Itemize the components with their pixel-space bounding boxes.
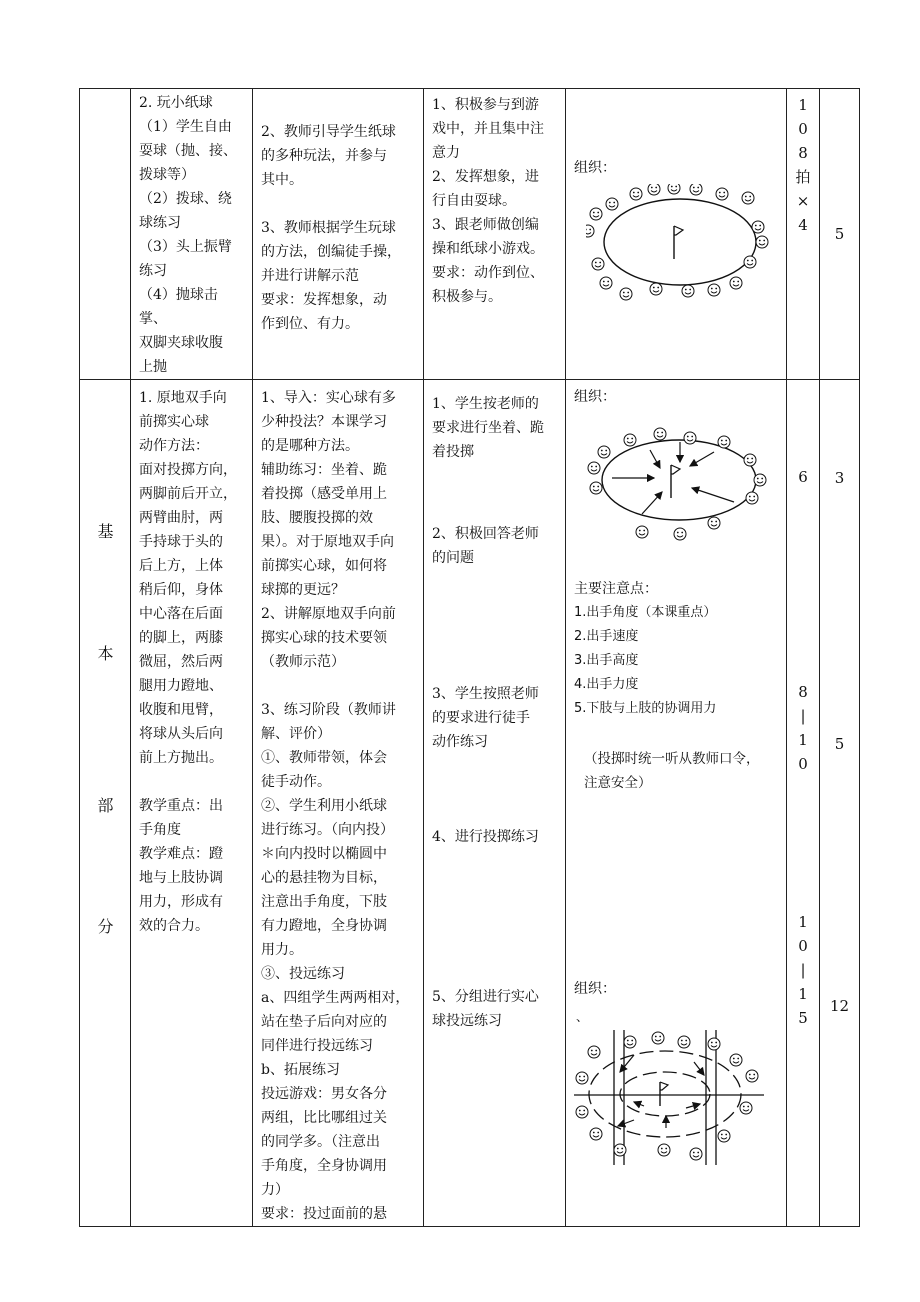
text-line: （1）学生自由 bbox=[139, 119, 232, 135]
minutes-value: 5 bbox=[834, 225, 845, 243]
note-item: 3.出手高度 bbox=[574, 653, 639, 668]
student-face-icon bbox=[630, 188, 642, 200]
note-item: 1.出手角度（本课重点） bbox=[574, 605, 717, 620]
student-face-icon bbox=[744, 256, 756, 268]
student-face-icon bbox=[746, 1070, 758, 1082]
text-line: 力） bbox=[261, 1182, 289, 1198]
text-line: 动作练习 bbox=[432, 734, 488, 750]
student-face-icon bbox=[668, 184, 680, 194]
student-face-icon bbox=[690, 184, 702, 195]
organization-label: 组织： bbox=[574, 389, 616, 405]
text-line: b、拓展练习 bbox=[261, 1062, 340, 1078]
text-line: ①、教师带领，体会 bbox=[261, 750, 387, 766]
text-line: 要求：投过面前的悬 bbox=[261, 1206, 387, 1222]
student-face-icon bbox=[756, 236, 768, 248]
student-face-icon bbox=[678, 1036, 690, 1048]
student-face-icon bbox=[744, 454, 756, 466]
table-row bbox=[80, 89, 860, 380]
text-line: a、四组学生两两相对， bbox=[261, 990, 410, 1006]
student-face-icon bbox=[708, 284, 720, 296]
student-face-icon bbox=[716, 188, 728, 200]
text-line: 的脚上，两膝 bbox=[139, 630, 223, 646]
text-line: 肢、腰腹投掷的效 bbox=[261, 510, 373, 526]
text-line: 操和纸球小游戏。 bbox=[432, 241, 544, 257]
text-line: 要求：发挥想象，动 bbox=[261, 292, 387, 308]
times-char: 0 bbox=[798, 755, 808, 773]
times-char: 1 bbox=[798, 985, 808, 1003]
text-line: 4、进行投掷练习 bbox=[432, 829, 539, 845]
student-face-icon bbox=[718, 436, 730, 448]
text-line: 稍后仰，身体 bbox=[139, 582, 223, 598]
student-face-icon bbox=[690, 1148, 702, 1160]
student-face-icon bbox=[588, 462, 600, 474]
text-line: 地与上肢协调 bbox=[139, 870, 223, 886]
text-line: 前掷实心球 bbox=[139, 414, 209, 430]
times-char: 0 bbox=[798, 937, 808, 955]
student-face-icon bbox=[592, 258, 604, 270]
times-char: 1 bbox=[798, 913, 808, 931]
organization-diagram-groups bbox=[574, 1020, 774, 1170]
text-line: 2、讲解原地双手向前 bbox=[261, 606, 396, 622]
section-cell bbox=[80, 380, 131, 1227]
times-char: | bbox=[800, 961, 806, 979]
text-line: 收腹和甩臂， bbox=[139, 702, 223, 718]
organization-label: 组织： bbox=[574, 981, 616, 997]
text-line: 1、导入：实心球有多 bbox=[261, 390, 396, 406]
section-char: 基 bbox=[97, 522, 114, 541]
times-value: 6 bbox=[798, 468, 808, 486]
text-line bbox=[261, 674, 415, 698]
times-char: × bbox=[796, 192, 810, 210]
text-line: 着投掷 bbox=[432, 444, 474, 460]
times-char: 1 bbox=[798, 731, 808, 749]
text-line: 2、教师引导学生纸球 bbox=[261, 124, 396, 140]
student-face-icon bbox=[590, 1128, 602, 1140]
student-face-icon bbox=[598, 446, 610, 458]
text-line: 戏中，并且集中注 bbox=[432, 121, 544, 137]
text-line: 3、教师根据学生玩球 bbox=[261, 220, 396, 236]
student-face-icon bbox=[754, 474, 766, 486]
text-line: 掷实心球的技术要领 bbox=[261, 630, 387, 646]
text-line: 两组，比比哪组过关 bbox=[261, 1110, 387, 1126]
organization-label: 组织： bbox=[574, 160, 616, 176]
text-line: 解、评价） bbox=[261, 726, 331, 742]
text-line: 注意安全） bbox=[584, 775, 652, 791]
text-line: 教学难点：蹬 bbox=[139, 846, 223, 862]
note-item: 4.出手力度 bbox=[574, 677, 639, 692]
student-face-icon bbox=[576, 1072, 588, 1084]
text-line: 作到位、有力。 bbox=[261, 316, 359, 332]
text-line: 中心落在后面 bbox=[139, 606, 223, 622]
text-line: 要求进行坐着、跪 bbox=[432, 420, 544, 436]
text-line: 双脚夹球收腹 bbox=[139, 335, 223, 351]
text-line: 其中。 bbox=[261, 172, 303, 188]
text-line: 进行练习。（向内投） bbox=[261, 822, 394, 838]
section-char: 本 bbox=[97, 644, 114, 663]
student-face-icon bbox=[730, 277, 742, 289]
times-char: 拍 bbox=[795, 168, 811, 186]
minutes-cell bbox=[820, 89, 860, 380]
times-char: | bbox=[800, 707, 806, 725]
text-line: （2）拨球、绕 bbox=[139, 191, 232, 207]
times-char: 1 bbox=[798, 96, 808, 114]
student-face-icon bbox=[576, 1106, 588, 1118]
text-line: 并进行讲解示范 bbox=[261, 268, 359, 284]
section-char: 分 bbox=[97, 917, 114, 936]
note-item: 5.下肢与上肢的协调用力 bbox=[574, 701, 717, 716]
student-face-icon bbox=[624, 1036, 636, 1048]
text-line: 的是哪种方法。 bbox=[261, 438, 359, 454]
text-line: 3、练习阶段（教师讲 bbox=[261, 702, 396, 718]
student-face-icon bbox=[682, 285, 694, 297]
text-line: 后上方，上体 bbox=[139, 558, 223, 574]
text-line: 注意出手角度，下肢 bbox=[261, 894, 387, 910]
text-line: 2. 玩小纸球 bbox=[139, 95, 213, 111]
organization-cell bbox=[566, 380, 787, 1227]
text-line: ③、投远练习 bbox=[261, 966, 345, 982]
text-line: 着投掷（感受单用上 bbox=[261, 486, 387, 502]
student-activity-cell bbox=[424, 89, 566, 380]
text-line: 的问题 bbox=[432, 550, 474, 566]
text-line: 手角度，全身协调用 bbox=[261, 1158, 387, 1174]
text-line: ＊向内投时以椭圆中 bbox=[261, 846, 387, 862]
student-face-icon bbox=[614, 1144, 626, 1156]
text-line: （教师示范） bbox=[261, 654, 345, 670]
text-line: 的同学多。（注意出 bbox=[261, 1134, 380, 1150]
student-face-icon bbox=[654, 428, 666, 440]
text-line: 2、积极回答老师 bbox=[432, 526, 539, 542]
text-line: 的方法，创编徒手操， bbox=[261, 244, 401, 260]
text-line: 的多种玩法，并参与 bbox=[261, 148, 387, 164]
text-line: ②、学生利用小纸球 bbox=[261, 798, 387, 814]
student-face-icon bbox=[658, 1144, 670, 1156]
student-face-icon bbox=[746, 492, 758, 504]
notes-title: 主要注意点： bbox=[574, 581, 658, 597]
text-line: 腿用力蹬地、 bbox=[139, 678, 223, 694]
student-face-icon bbox=[718, 1130, 730, 1142]
teacher-activity-cell bbox=[253, 89, 424, 380]
organization-cell bbox=[566, 89, 787, 380]
stray-mark: 、 bbox=[576, 1010, 589, 1024]
student-face-icon bbox=[590, 208, 602, 220]
organization-diagram-target bbox=[584, 420, 774, 545]
text-line: 1、积极参与到游 bbox=[432, 97, 539, 113]
minutes-value: 12 bbox=[829, 997, 850, 1015]
student-face-icon bbox=[590, 482, 602, 494]
text-line: 前上方抛出。 bbox=[139, 750, 223, 766]
student-face-icon bbox=[684, 432, 696, 444]
text-line: 球掷的更远？ bbox=[261, 582, 345, 598]
text-line: 两臂曲肘，两 bbox=[139, 510, 223, 526]
times-char: 8 bbox=[798, 683, 808, 701]
text-line: 徒手动作。 bbox=[261, 774, 331, 790]
student-face-icon bbox=[652, 1032, 664, 1044]
times-cell bbox=[787, 89, 820, 380]
text-line: 3、跟老师做创编 bbox=[432, 217, 539, 233]
student-face-icon bbox=[606, 198, 618, 210]
text-line: 动作方法： bbox=[139, 438, 209, 454]
text-line: 微屈，然后两 bbox=[139, 654, 223, 670]
times-char: 4 bbox=[798, 216, 808, 234]
student-activity-cell bbox=[424, 380, 566, 1227]
times-char: 8 bbox=[798, 144, 808, 162]
text-line: 意力 bbox=[432, 145, 460, 161]
text-line: 行自由耍球。 bbox=[432, 193, 516, 209]
minutes-value: 5 bbox=[834, 735, 845, 753]
text-line: 手角度 bbox=[139, 822, 181, 838]
section-char: 部 bbox=[97, 796, 114, 815]
text-line: 前掷实心球，如何将 bbox=[261, 558, 387, 574]
student-face-icon bbox=[708, 517, 720, 529]
text-line: 积极参与。 bbox=[432, 289, 502, 305]
text-line: 投远游戏：男女各分 bbox=[261, 1086, 387, 1102]
student-face-icon bbox=[708, 1038, 720, 1050]
times-cell bbox=[787, 380, 820, 1227]
times-char: 0 bbox=[798, 120, 808, 138]
text-line: 耍球（抛、接、 bbox=[139, 143, 237, 159]
text-line: 2、发挥想象，进 bbox=[432, 169, 539, 185]
student-face-icon bbox=[588, 1046, 600, 1058]
student-face-icon bbox=[674, 528, 686, 540]
table-row bbox=[80, 380, 860, 1227]
text-line bbox=[261, 192, 415, 216]
text-line: 少种投法？本课学习 bbox=[261, 414, 387, 430]
student-face-icon bbox=[650, 283, 662, 295]
text-line: 1. 原地双手向 bbox=[139, 390, 227, 406]
text-line: 手持球于头的 bbox=[139, 534, 223, 550]
text-line bbox=[261, 96, 415, 120]
lesson-plan-table bbox=[79, 88, 860, 1227]
student-face-icon bbox=[624, 434, 636, 446]
organization-diagram-circle bbox=[586, 184, 771, 309]
text-line: 用力，形成有 bbox=[139, 894, 223, 910]
teacher-activity-cell bbox=[253, 380, 424, 1227]
minutes-cell bbox=[820, 380, 860, 1227]
text-line: 面对投掷方向， bbox=[139, 462, 237, 478]
text-line bbox=[139, 770, 244, 794]
text-line: 5、分组进行实心 bbox=[432, 989, 539, 1005]
text-line: 练习 bbox=[139, 263, 167, 279]
text-line: 用力。 bbox=[261, 942, 303, 958]
text-line: 球练习 bbox=[139, 215, 181, 231]
content-cell bbox=[131, 380, 253, 1227]
text-line: 1、学生按老师的 bbox=[432, 396, 539, 412]
text-line: （3）头上振臂 bbox=[139, 239, 232, 255]
text-line: 将球从头后向 bbox=[139, 726, 223, 742]
student-face-icon bbox=[740, 1102, 752, 1114]
text-line: 上抛 bbox=[139, 359, 167, 375]
text-line: 教学重点：出 bbox=[139, 798, 223, 814]
student-face-icon bbox=[600, 277, 612, 289]
text-line: 果）。对于原地双手向 bbox=[261, 534, 394, 550]
minutes-value: 3 bbox=[834, 469, 845, 487]
text-line: 效的合力。 bbox=[139, 918, 209, 934]
text-line: 有力蹬地，全身协调 bbox=[261, 918, 387, 934]
text-line: 拨球等） bbox=[139, 167, 195, 183]
student-face-icon bbox=[648, 184, 660, 195]
student-face-icon bbox=[752, 221, 764, 233]
text-line: 3、学生按照老师 bbox=[432, 686, 539, 702]
text-line: 球投远练习 bbox=[432, 1013, 502, 1029]
student-face-icon bbox=[620, 288, 632, 300]
text-line: 两脚前后开立， bbox=[139, 486, 237, 502]
times-char: 5 bbox=[798, 1009, 808, 1027]
text-line: 同伴进行投远练习 bbox=[261, 1038, 373, 1054]
student-face-icon bbox=[742, 192, 754, 204]
section-cell-empty bbox=[80, 89, 131, 380]
content-cell bbox=[131, 89, 253, 380]
note-item: 2.出手速度 bbox=[574, 629, 639, 644]
text-line: 辅助练习：坐着、跪 bbox=[261, 462, 387, 478]
student-face-icon bbox=[730, 1054, 742, 1066]
text-line: 的要求进行徒手 bbox=[432, 710, 530, 726]
text-line: 要求：动作到位、 bbox=[432, 265, 544, 281]
text-line: （投掷时统一听从教师口令， bbox=[584, 751, 760, 767]
student-face-icon bbox=[586, 225, 594, 237]
text-line: 站在垫子后向对应的 bbox=[261, 1014, 387, 1030]
text-line: 心的悬挂物为目标， bbox=[261, 870, 387, 886]
text-line: （4）抛球击掌、 bbox=[139, 287, 218, 327]
student-face-icon bbox=[636, 526, 648, 538]
